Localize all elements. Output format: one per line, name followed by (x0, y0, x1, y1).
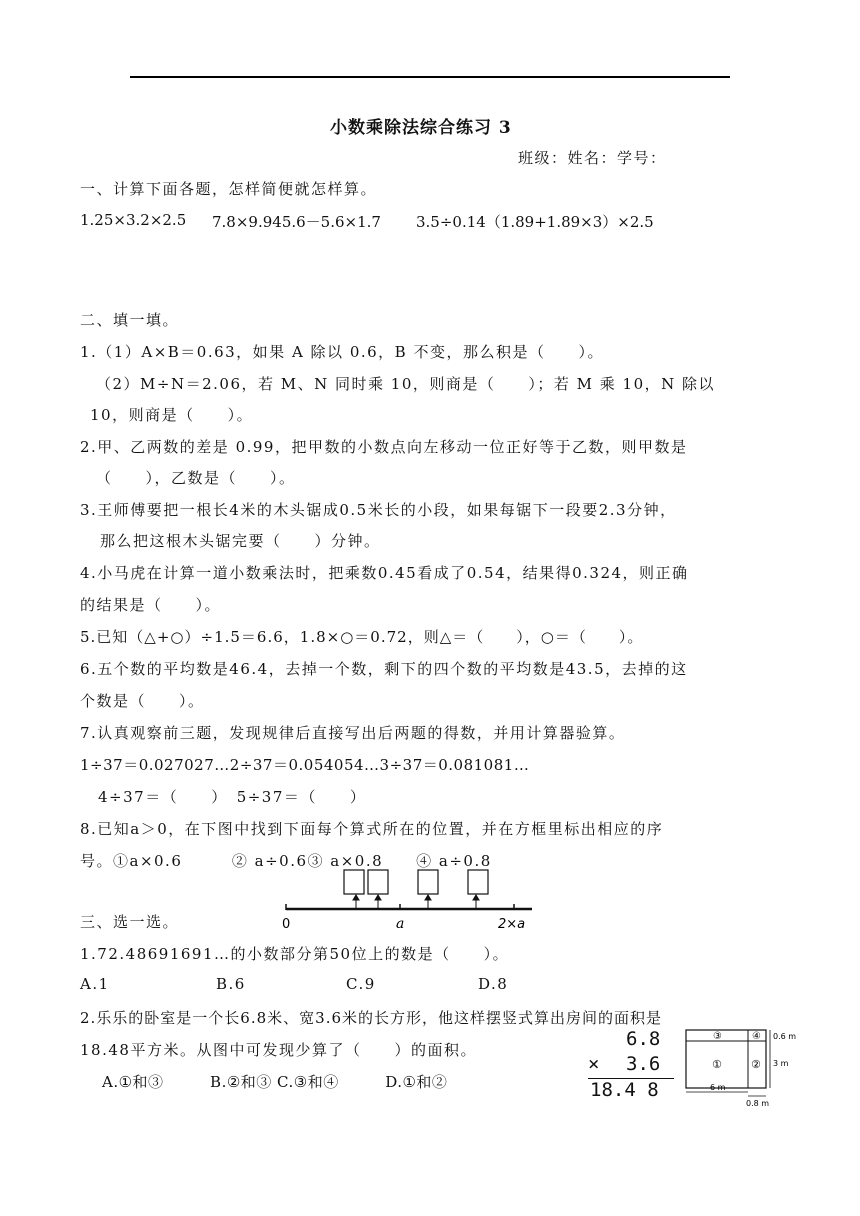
number-line-figure (270, 868, 540, 940)
choice-q1: 1.72.48691691…的小数部分第50位上的数是（ ）。 (80, 945, 510, 963)
fill-line: 4.小马虎在计算一道小数乘法时，把乘数0.45看成了0.54，结果得0.324，则正确 (80, 564, 689, 582)
fill-line: 5.已知（△+○）÷1.5＝6.6，1.8×○＝0.72，则△＝（ ），○＝（ ）。 (80, 628, 644, 646)
mult-result: 18.4 8 (590, 1079, 659, 1101)
dim-label: 6 m (710, 1083, 726, 1092)
fill-line: 1÷37＝0.027027…2÷37＝0.054054…3÷37＝0.081081… (80, 756, 530, 774)
choice-q2-line2: 18.48平方米。从图中可发现少算了（ ）的面积。 (80, 1041, 477, 1059)
fill-line: 8.已知a＞0，在下图中找到下面每个算式所在的位置，并在方框里标出相应的序 (80, 820, 664, 838)
calc-problem-1: 1.25×3.2×2.5 (80, 211, 187, 229)
page-title: 小数乘除法综合练习 3 (330, 118, 512, 138)
fill-line: 的结果是（ ）。 (80, 596, 222, 614)
dim-label: 3 m (773, 1059, 789, 1068)
region-1: ① (712, 1058, 722, 1071)
mult-top: 6.8 (626, 1028, 661, 1050)
fill-line: 4÷37＝（ ） 5÷37＝（ ） (98, 788, 367, 806)
fill-line: 号。①a×0.6 ② a÷0.6③ a×0.8 ④ a÷0.8 (80, 852, 492, 870)
q1-option-d[interactable]: D.8 (478, 975, 509, 993)
fill-line: 那么把这根木头锯完要（ ）分钟。 (100, 532, 381, 550)
tick-label-zero: 0 (282, 917, 291, 932)
fill-line: （ ），乙数是（ ）。 (96, 469, 296, 487)
fill-line: 1.（1）A×B＝0.63，如果 A 除以 0.6，B 不变，那么积是（ ）。 (80, 343, 604, 361)
answer-box[interactable] (344, 870, 364, 894)
dim-label: 0.8 m (746, 1099, 770, 1108)
choice-q2-line1: 2.乐乐的卧室是一个长6.8米、宽3.6米的长方形，他这样摆竖式算出房间的面积是 (80, 1009, 663, 1027)
section2-heading: 二、填一填。 (80, 311, 180, 329)
q1-option-a[interactable]: A.1 (80, 975, 110, 993)
calc-problem-2: 7.8×9.945.6－5.6×1.7 (212, 213, 381, 231)
region-2: ② (751, 1058, 761, 1071)
answer-box[interactable] (468, 870, 488, 894)
calc-problem-3: 3.5÷0.14（1.89+1.89×3）×2.5 (416, 213, 654, 231)
fill-line: 7.认真观察前三题，发现规律后直接写出后两题的得数，并用计算器验算。 (80, 724, 626, 742)
q1-option-b[interactable]: B.6 (216, 975, 246, 993)
tick-label-2a: 2×a (498, 917, 526, 932)
q2-options[interactable]: A.①和③ B.②和③ C.③和④ D.①和② (102, 1073, 448, 1091)
region-4: ④ (752, 1031, 761, 1042)
fill-line: 2.甲、乙两数的差是 0.99，把甲数的小数点向左移动一位正好等于乙数，则甲数是 (80, 438, 688, 456)
region-3: ③ (713, 1031, 722, 1042)
fill-line: 10，则商是（ ）。 (90, 406, 254, 424)
fill-line: 3.王师傅要把一根长4米的木头锯成0.5米长的小段，如果每锯下一段要2.3分钟， (80, 501, 677, 519)
section3-heading: 三、选一选。 (80, 913, 180, 931)
answer-box[interactable] (368, 870, 388, 894)
top-rule (130, 76, 730, 78)
dim-label: 0.6 m (773, 1032, 797, 1041)
q1-option-c[interactable]: C.9 (346, 975, 376, 993)
answer-box[interactable] (418, 870, 438, 894)
tick-label-a: a (396, 916, 405, 932)
mult-operator: × (588, 1053, 600, 1075)
fill-line: （2）M÷N＝2.06，若 M、N 同时乘 10，则商是（ ）；若 M 乘 10，N 除以 (96, 375, 716, 393)
section1-heading: 一、计算下面各题，怎样简便就怎样算。 (80, 180, 378, 198)
fill-line: 6.五个数的平均数是46.4，去掉一个数，剩下的四个数的平均数是43.5，去掉的这 (80, 660, 688, 678)
fill-line: 个数是（ ）。 (80, 692, 205, 710)
room-area-diagram (680, 1024, 810, 1108)
mult-second: 3.6 (626, 1053, 661, 1075)
student-info: 班级：姓名：学号： (518, 149, 667, 167)
